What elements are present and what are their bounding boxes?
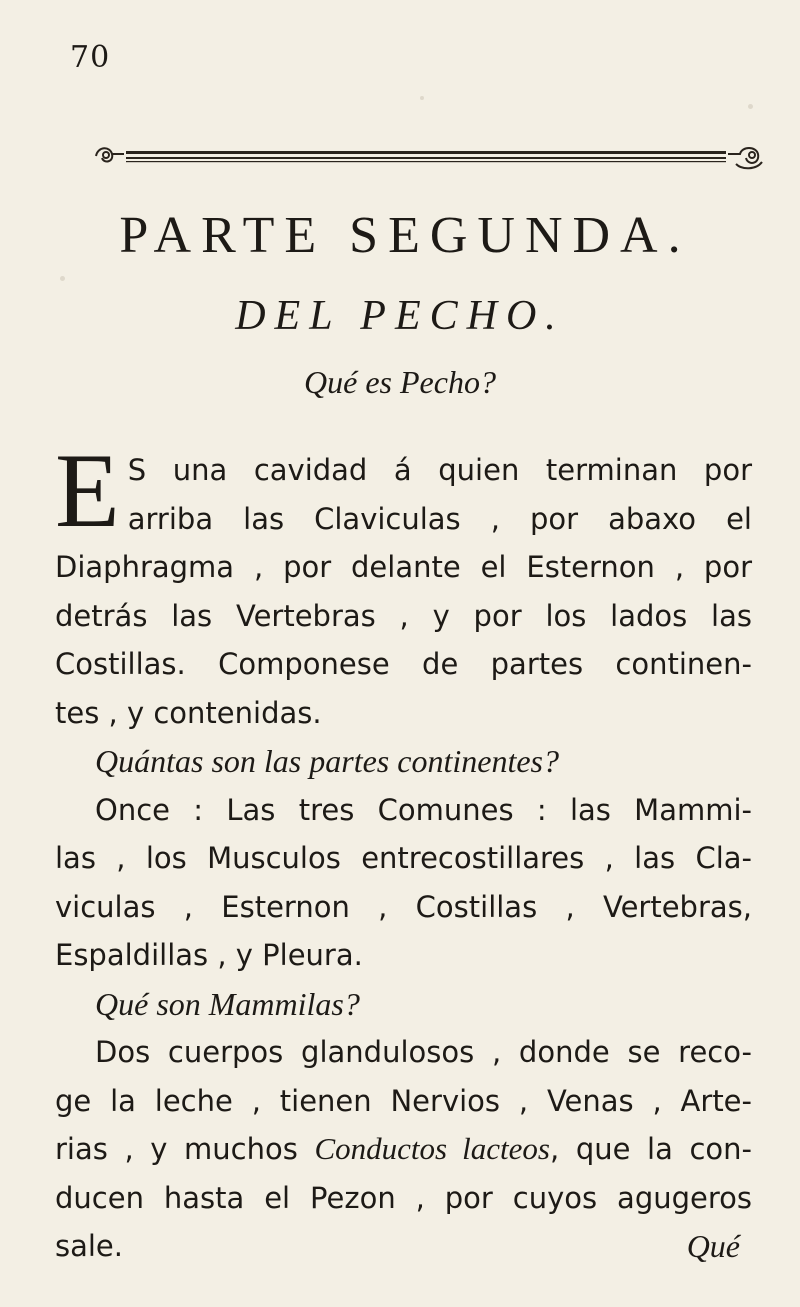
text-line: ge la leche , tienen Nervios , Venas , Arte- <box>55 1083 752 1118</box>
section-heading: DEL PECHO. <box>235 293 565 339</box>
text-line <box>55 1125 752 1174</box>
part-heading: PARTE SEGUNDA. <box>119 207 691 264</box>
paper-speck <box>748 104 753 109</box>
text-line: ducen hasta el Pezon , por cuyos agugeros <box>55 1180 752 1215</box>
paper-speck <box>420 96 424 100</box>
text-line: Once : Las tres Comunes : las Mammi- <box>95 792 752 827</box>
text-line: arriba las Claviculas , por abaxo el <box>127 501 752 536</box>
page-number: 70 <box>70 40 111 75</box>
body-text <box>55 432 752 1271</box>
text-line: las , los Musculos entrecostillares , las Cla- <box>55 841 752 875</box>
text-line: detrás las Vertebras , y por los lados las <box>55 598 752 633</box>
text-line: viculas , Esternon , Costillas , Vertebras, <box>55 889 752 924</box>
question-heading: Qué es Pecho? <box>304 364 496 400</box>
question-line: Qué son Mammilas? <box>95 985 360 1022</box>
text-fragment: , que la con- <box>550 1132 752 1166</box>
text-line: tes , y contenidas. <box>55 695 322 730</box>
text-line: Costillas. Componese de partes continen- <box>55 647 752 681</box>
question-line: Quántas son las partes continentes? <box>95 743 559 779</box>
ornamental-rule <box>92 142 768 172</box>
text-line: Espaldillas , y Pleura. <box>55 938 363 972</box>
text-fragment: rias , y muchos <box>55 1132 315 1166</box>
text-line: Diaphragma , por delante el Esternon , por <box>55 550 752 584</box>
text-line: S una cavidad á quien terminan por <box>127 453 752 487</box>
catchword: Qué <box>686 1228 740 1264</box>
text-line: Dos cuerpos glandulosos , donde se reco- <box>95 1035 752 1069</box>
drop-cap: E <box>55 432 120 549</box>
text-line: sale. <box>55 1229 123 1263</box>
paper-speck <box>60 276 65 281</box>
italic-term: Conductos lacteos <box>314 1131 550 1166</box>
